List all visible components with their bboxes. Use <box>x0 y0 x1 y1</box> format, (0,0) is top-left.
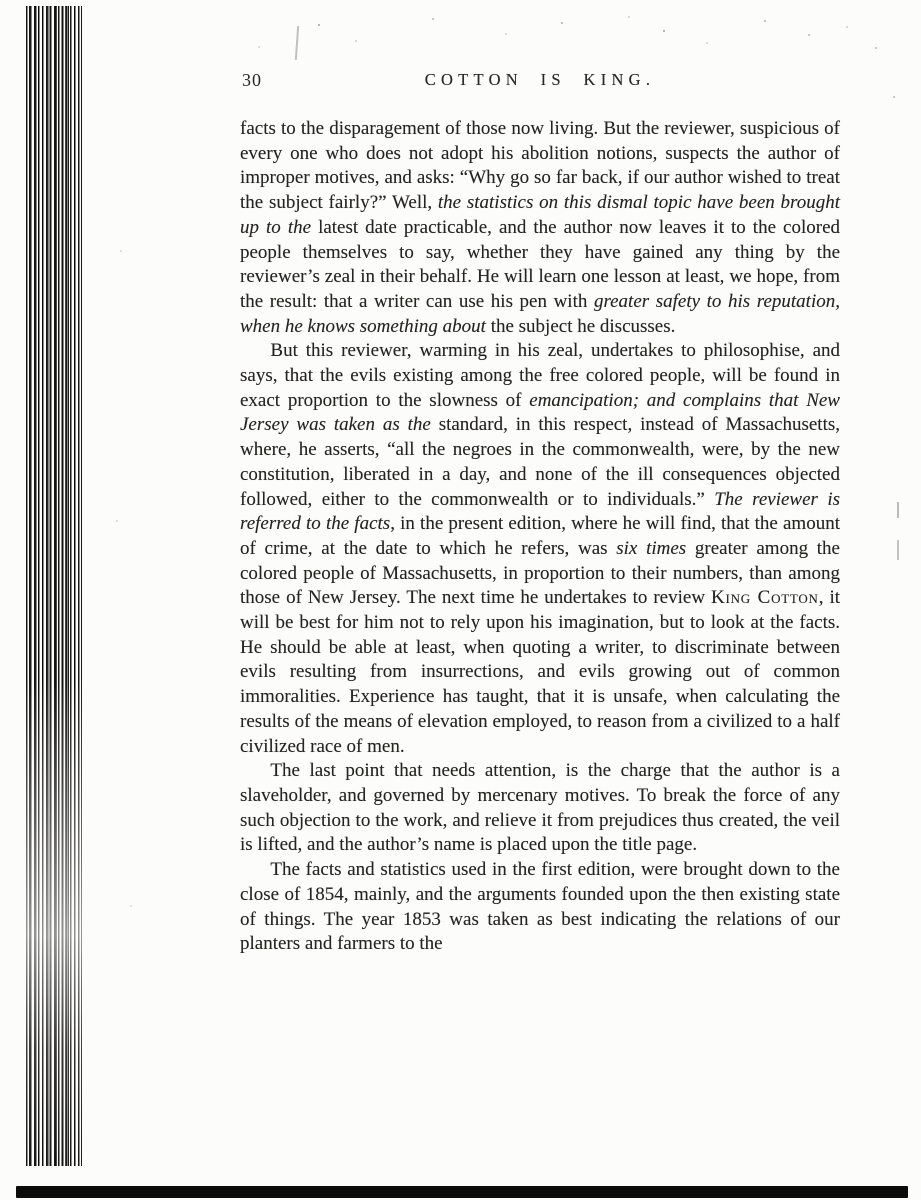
page-body <box>240 117 840 957</box>
running-header <box>240 70 840 96</box>
text-segment: The last point that needs attention, is the charge that the author is a slaveholder, and governed by mercenary motives. To break the force of any such objection to the work, and relieve it from prejudices thus created, the veil is lifted, and the author’s name is placed upon the title page. <box>240 760 840 856</box>
running-title: COTTON IS KING. <box>424 70 656 89</box>
margin-mark-artifact <box>897 502 899 518</box>
text-segment: But this reviewer, warming in his zeal, undertakes to philosophise, and says, that the evils existing among the free colored people, will be found in exact proportion to the slowness of <box>240 340 840 411</box>
margin-mark-artifact <box>897 540 899 560</box>
text-segment: King Cotton <box>711 587 819 609</box>
text-segment: the statistics on this dismal topic have been brought up to the <box>240 192 840 238</box>
text-segment: latest date practicable, and the author now leaves it to the colored people themselves to say, whether they have gained any thing by the reviewer’s zeal in their behalf. He will learn one lesson at least, we hope, from the result: that a writer can use his pen with <box>240 216 841 312</box>
paragraph <box>240 339 840 759</box>
text-segment: , in the present edition, where he will find, that the amount of crime, at the date to which he refers, was <box>240 513 840 559</box>
scan-noise-speckles <box>0 0 2 2</box>
text-segment: facts to the disparagement of those now living. But the reviewer, suspicious of every one who does not adopt his abolition notions, suspects the author of improper motives, and asks: “Why go so far back, if our author wished to treat the subject fairly?” Well, <box>240 118 840 214</box>
text-segment: greater safety to his reputation, when he knows something about <box>240 290 840 337</box>
text-segment: , it will be best for him not to rely upon his imagination, but to look at the facts. He should be able at least, when quoting a writer, to discriminate between evils resulting from insurrections, and evils growing out of common immoralities. Experience has taught, that it is unsafe, when calculating the results of the means of elevation employed, to reason from a civilized to a half civilized race of men. <box>240 587 840 757</box>
text-segment: The reviewer is referred to the facts <box>240 488 840 535</box>
page-content <box>240 70 840 957</box>
text-segment: The facts and statistics used in the first edition, were brought down to the close of 1854, mainly, and the arguments founded upon the then existing state of things. The year 1853 was taken as best indicating the relations of our planters and farmers to the <box>240 859 840 955</box>
text-segment: greater among the colored people of Massachusetts, in proportion to their numbers, than among those of New Jersey. The next time he undertakes to review <box>240 537 840 609</box>
paragraph <box>240 759 840 858</box>
text-segment: standard, in this respect, instead of Massachusetts, where, he asserts, “all the negroes in the commonwealth, were, by the new constitution, liberated in a day, and none of the ill consequences objected followed, either to the commonwealth or to individuals.” <box>240 414 840 510</box>
book-binding-scan-artifact <box>26 6 82 1166</box>
paragraph <box>240 858 840 957</box>
text-segment: emancipation; and complains that New Jersey was taken as the <box>240 389 840 436</box>
page-number: 30 <box>242 70 262 90</box>
paragraph <box>240 117 840 339</box>
scan-streak-artifact <box>295 26 299 60</box>
text-segment: the subject he discusses. <box>490 315 676 337</box>
scan-bottom-edge-artifact <box>16 1186 908 1198</box>
text-segment: six times <box>616 537 687 559</box>
